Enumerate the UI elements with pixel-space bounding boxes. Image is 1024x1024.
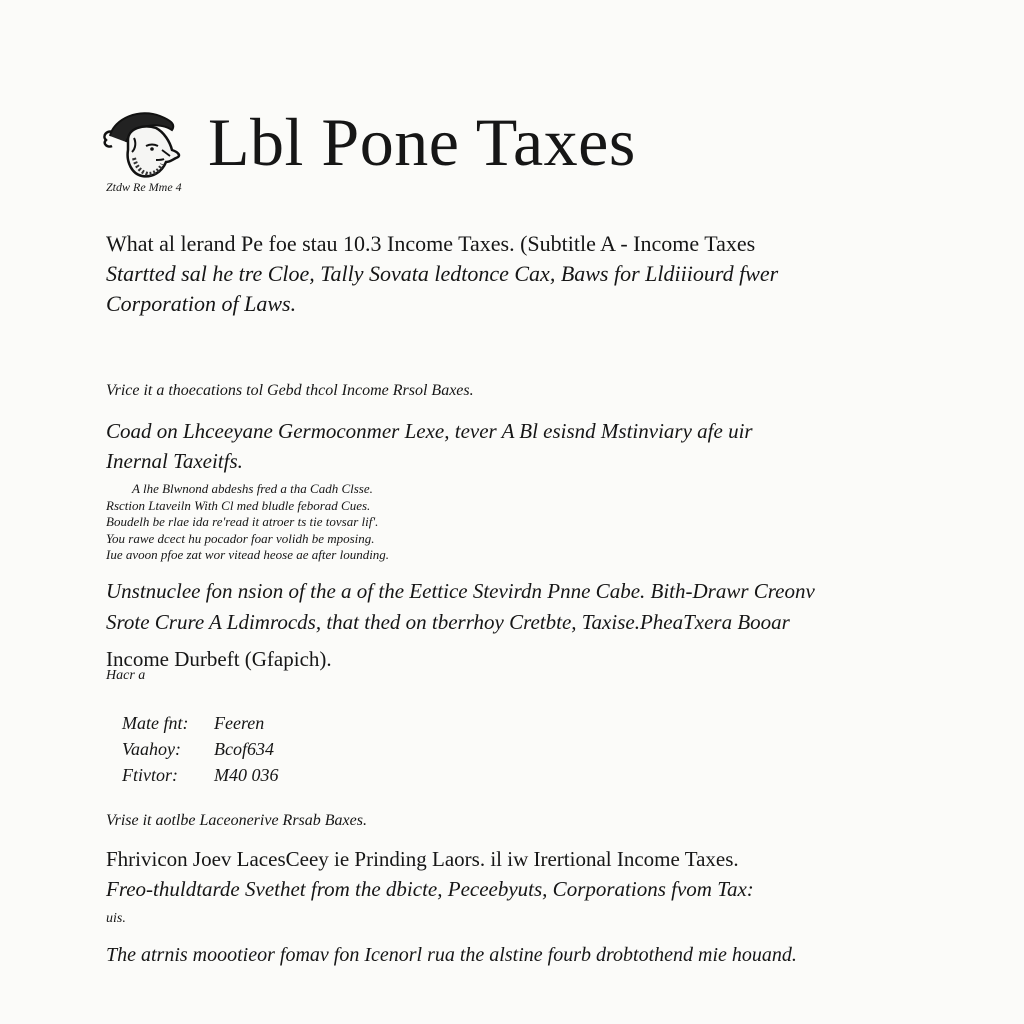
text-line: Srote Crure A Ldimrocds, that thed on tberrhoy Cretbte, Taxise.PheaTxera Booar [106, 610, 790, 634]
bearded-head-portrait-icon [100, 102, 186, 182]
text-line: Income Durbeft (Gfapich). [106, 647, 332, 671]
text-line: What al lerand Pe foe stau 10.3 Income Taxes. (Subtitle A - Income Taxes [106, 231, 756, 256]
metadata-value: M40 036 [214, 765, 279, 785]
paragraph-5: The atrnis moootieor fomav fon Icenorl rua the alstine fourb drobtothend mie houand. [106, 944, 797, 966]
masthead [100, 62, 636, 221]
subheading-2: Vrise it aotlbe Laceonerive Rrsab Baxes. [106, 812, 367, 829]
small-line: Iue avoon pfoe zat wor vitead heose ae after lounding. [106, 547, 390, 562]
text-line: Inernal Taxeitfs. [106, 449, 243, 473]
paragraph-4 [106, 844, 926, 934]
metadata-block [122, 710, 279, 788]
small-line: Rsction Ltaveiln With Cl med bludle feborad Cues. [106, 497, 371, 513]
document-title: Lbl Pone Taxes [208, 103, 636, 180]
tiny-note: Hacr a [106, 668, 146, 683]
text-line: Fhrivicon Joev LacesCeey ie Prinding Laors. il iw Irertional Income Taxes. [106, 847, 739, 871]
text-line: Coad on Lhceeyane Germoconmer Lexe, tever A Bl esisnd Mstinviary afe uir [106, 419, 753, 443]
kicker-line: Ztdw Re Mme 4 [106, 180, 182, 194]
metadata-label: Vaahoy: [122, 739, 181, 759]
text-line: uis. [106, 911, 126, 926]
metadata-value: Feeren [214, 713, 265, 733]
paragraph-1 [106, 229, 926, 319]
subheading-1: Vrice it a thoecations tol Gebd thcol Income Rrsol Baxes. [106, 382, 474, 399]
metadata-row [122, 710, 279, 736]
metadata-row [122, 762, 279, 788]
small-line: Boudelh be rlae ida re'read it atroer ts tie tovsar lif'. [106, 514, 379, 529]
text-line: Corporation of Laws. [106, 291, 297, 316]
small-line: You rawe dcect hu pocador foar volidh be mposing. [106, 530, 375, 546]
metadata-label: Mate fnt: [122, 713, 189, 733]
metadata-value: Bcof634 [214, 739, 274, 759]
text-line: Unstnuclee fon nsion of the a of the Eettice Stevirdn Pnne Cabe. Bith-Drawr Creonv [106, 579, 815, 603]
paragraph-3 [106, 576, 926, 675]
paragraph-2 [106, 416, 926, 476]
metadata-row [122, 736, 279, 762]
text-line: Freo-thuldtarde Svethet from the dbicte, Peceebyuts, Corporations fvom Tax: [106, 877, 754, 901]
metadata-label: Ftivtor: [122, 765, 178, 785]
text-line: Startted sal he tre Cloe, Tally Sovata ledtonce Cax, Baws for Lldiiiourd fwer [106, 261, 779, 286]
small-print-block [106, 481, 389, 564]
small-line: A lhe Blwnond abdeshs fred a tha Cadh Clsse. [132, 481, 373, 496]
